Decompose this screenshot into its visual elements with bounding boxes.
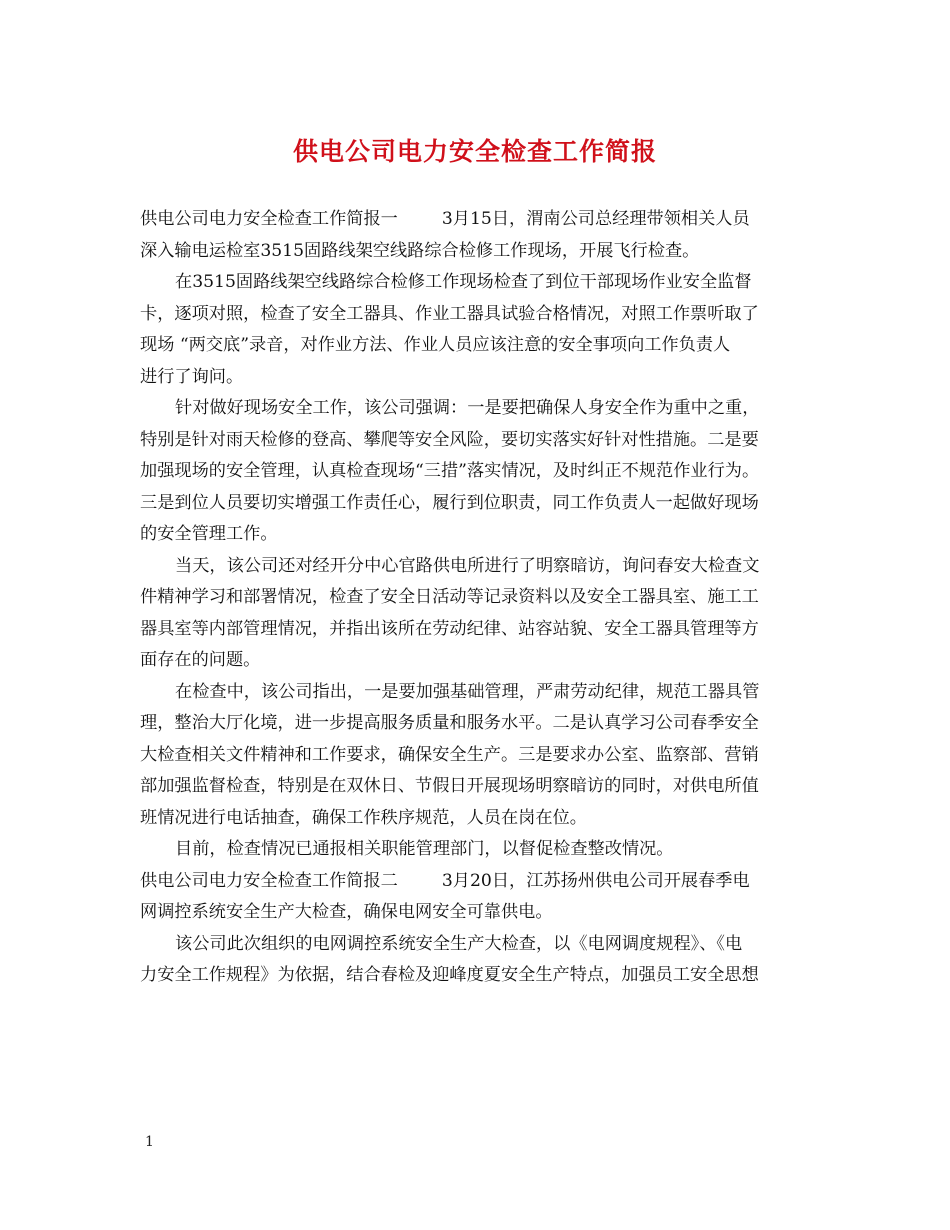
line-text: 3月20日，江苏扬州供电公司开展春季电: [441, 870, 750, 891]
text-line: 特别是针对雨天检修的登高、攀爬等安全风险，要切实落实好针对性措施。二是要: [140, 429, 759, 450]
text-line: 理，整治大厅化境，进一步提高服务质量和服务水平。二是认真学习公司春季安全: [140, 713, 759, 733]
text-line: 进行了询问。: [140, 366, 244, 387]
text-line: 卡，逐项对照，检查了安全工器具、作业工器具试验合格情况，对照工作票听取了: [140, 303, 759, 324]
line-text: 3月15日，渭南公司总经理带领相关人员: [441, 209, 750, 229]
text-line: [140, 204, 815, 236]
text-line: 在检查中，该公司指出，一是要加强基础管理，严肃劳动纪律，规范工器具管: [175, 681, 760, 702]
text-line: 器具室等内部管理情况，并指出该所在劳动纪律、站容站貌、安全工器具管理等方: [140, 618, 759, 639]
page-number: 1: [145, 1134, 154, 1150]
text-line: 班情况进行电话抽查，确保工作秩序规范，人员在岗在位。: [140, 807, 587, 828]
text-line: 加强现场的安全管理，认真检查现场“三措”落实情况，及时纠正不规范作业行为。: [140, 461, 760, 481]
text-line: 在3515固路线架空线路综合检修工作现场检查了到位干部现场作业安全监督: [175, 272, 752, 292]
report-heading: 供电公司电力安全检查工作简报一: [140, 209, 398, 229]
text-line: 三是到位人员要切实增强工作责任心，履行到位职责，同工作负责人一起做好现场: [140, 492, 759, 513]
text-line: 力安全工作规程》为依据，结合春检及迎峰度夏安全生产特点，加强员工安全思想: [140, 965, 759, 985]
document-title: 供电公司电力安全检查工作简报: [292, 137, 657, 166]
text-line: 的安全管理工作。: [140, 524, 278, 544]
text-line: 该公司此次组织的电网调控系统安全生产大检查，以《电网调度规程》、《电: [175, 933, 743, 954]
text-line: 当天，该公司还对经开分中心官路供电所进行了明察暗访，询问春安大检查文: [175, 555, 760, 576]
text-line: 部加强监督检查，特别是在双休日、节假日开展现场明察暗访的同时，对供电所值: [140, 776, 759, 796]
text-line: 针对做好现场安全工作，该公司强调：一是要把确保人身安全作为重中之重，: [175, 398, 760, 418]
report-heading: 供电公司电力安全检查工作简报二: [140, 870, 398, 891]
text-line: 网调控系统安全生产大检查，确保电网安全可靠供电。: [140, 902, 553, 922]
text-line: 件精神学习和部署情况，检查了安全日活动等记录资料以及安全工器具室、施工工: [140, 587, 759, 607]
document-body: [140, 204, 815, 992]
text-line: 面存在的问题。: [140, 650, 261, 670]
text-line: [140, 866, 815, 898]
text-line: 大检查相关文件精神和工作要求，确保安全生产。三是要求办公室、监察部、营销: [140, 744, 759, 765]
text-line: 深入输电运检室3515固路线架空线路综合检修工作现场，开展飞行检查。: [140, 240, 700, 261]
text-line: 现场 “两交底”录音，对作业方法、作业人员应该注意的安全事项向工作负责人: [140, 335, 731, 355]
text-line: 目前，检查情况已通报相关职能管理部门，以督促检查整改情况。: [175, 839, 674, 859]
